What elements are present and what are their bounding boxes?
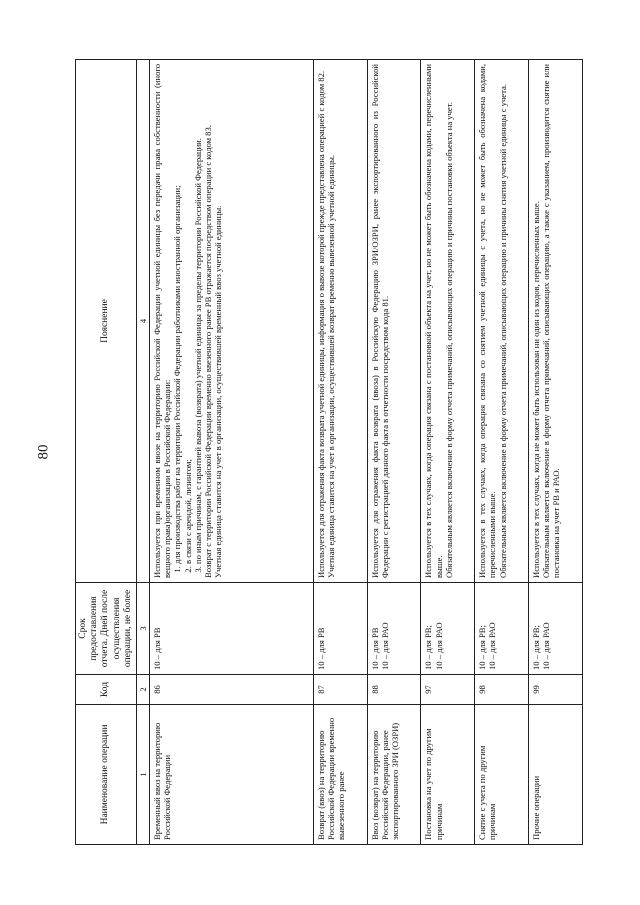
description-paragraph: Используется в тех случаях, когда не может быть использован ни один из кодов, перечисленных выше.	[531, 201, 542, 578]
column-number: 1	[137, 705, 150, 845]
term-line: 10 – для РАО	[379, 622, 390, 670]
operation-description	[313, 60, 367, 583]
description-paragraph: Используется при временном ввозе на территорию Российской Федерации учетной единицы без передачи права собственности (иного вещного права)организации в Российской Федерации:	[152, 64, 173, 578]
table-row	[529, 60, 583, 845]
operation-code: 88	[367, 675, 421, 705]
description-paragraph: Обязательным является включение в форму отчета примечаний, описывающих операцию и причины постановки объекта на учет.	[443, 102, 454, 578]
term-line: 10 – для РВ	[369, 627, 380, 670]
term-line: 10 – для РВ	[152, 627, 163, 670]
operation-term	[367, 583, 421, 675]
column-number: 4	[137, 60, 150, 583]
column-number-row	[137, 60, 150, 845]
operation-term	[150, 583, 314, 675]
header-desc: Пояснение	[76, 60, 137, 583]
operations-table	[75, 59, 583, 845]
description-paragraph: Используется в тех случаях, когда операция связана с постановкой объекта на учет, но не может быть обозначена кодами, перечисленными выше.	[423, 64, 444, 578]
operation-code: 87	[313, 675, 367, 705]
description-paragraph: Обязательным является включение в форму отчета примечаний, описывающих операцию и причины снятия учетной единицы с учета.	[497, 84, 508, 578]
table-row	[367, 60, 421, 845]
column-number: 3	[137, 583, 150, 675]
operation-name: Постановка на учет по другим причинам	[421, 705, 475, 845]
header-row	[76, 60, 137, 845]
operation-term	[529, 583, 583, 675]
operation-code: 99	[529, 675, 583, 705]
description-list	[172, 64, 202, 578]
term-line: 10 – для РВ;	[423, 625, 434, 670]
description-paragraph: Используется в тех случаях, когда операция связана со снятием учетной единицы с учета, но не может быть обозначена кодами, перечисленными выше.	[477, 64, 498, 578]
operation-name: Прочие операции	[529, 705, 583, 845]
page-number: 80	[35, 444, 52, 460]
operation-term	[475, 583, 529, 675]
term-line: 10 – для РАО	[541, 622, 552, 670]
term-line: 10 – для РВ;	[477, 625, 488, 670]
operation-description	[367, 60, 421, 583]
rotated-table-container	[75, 60, 583, 845]
term-line: 10 – для РВ	[315, 627, 326, 670]
description-paragraph: Обязательным является включение в форму отчета примечаний, описывающих операцию, а также с указанием, производится снятие или постановка на учет РВ и РАО.	[541, 64, 562, 578]
description-paragraph: Используется для отражения факта возврата учетной единицы, информация о вывозе которой прежде представлена операцией с кодом 82.	[315, 70, 326, 578]
description-paragraph: Используется для отражения факта возврата (ввоза) в Российскую Федерацию ЗРИ/ОЗРИ, ранее экспортированного из Российской Федерации с регистрацией данного факта в отчетности посредством кода 81.	[369, 64, 390, 578]
description-paragraph: Возврат с территории Российской Федерации временно ввезенного ранее РВ отражается посредством операции с кодом 83.	[202, 125, 213, 578]
table-row	[313, 60, 367, 845]
list-item: 2. в связи с арендой, лизингом;	[183, 64, 193, 564]
operation-description	[150, 60, 314, 583]
operation-name: Снятие с учета по другим причинам	[475, 705, 529, 845]
header-name: Наименование операции	[76, 705, 137, 845]
operation-code: 97	[421, 675, 475, 705]
column-number: 2	[137, 675, 150, 705]
header-term: Срок предоставления отчета. Дней после осуществления операции, не более	[76, 583, 137, 675]
description-paragraph: Учетная единица ставится на учет в организации, осуществившей возврат временно вывезенной учетной единицы.	[325, 154, 336, 578]
list-item: 3. по иным причинам, с гарантией вывоза (возврата) учетной единицы за пределы территории Российской Федерации.	[193, 64, 203, 564]
rotated-page	[75, 60, 583, 845]
operation-description	[421, 60, 475, 583]
operation-name: Временный ввоз на территорию Российской Федерации	[150, 705, 314, 845]
term-line: 10 – для РАО	[487, 622, 498, 670]
operation-term	[421, 583, 475, 675]
operation-term	[313, 583, 367, 675]
operation-description	[529, 60, 583, 583]
table-row	[421, 60, 475, 845]
operation-name: Возврат (ввоз) на территорию Российской Федерации временно вывезенного ранее	[313, 705, 367, 845]
table-row	[150, 60, 314, 845]
description-paragraph: Учетная единица ставится на учет в организации, осуществившей временный ввоз учетной единицы.	[213, 205, 223, 578]
term-line: 10 – для РАО	[433, 622, 444, 670]
operation-name: Ввоз (возврат) на территорию Российской Федерации, ранее экспортированного ЗРИ (ОЗРИ)	[367, 705, 421, 845]
list-item: 1. для производства работ на территории Российской Федерации работниками иностранной организации;	[172, 64, 182, 564]
table-row	[475, 60, 529, 845]
term-line: 10 – для РВ;	[531, 625, 542, 670]
operation-code: 86	[150, 675, 314, 705]
header-code: Код	[76, 675, 137, 705]
operation-code: 98	[475, 675, 529, 705]
operation-description	[475, 60, 529, 583]
